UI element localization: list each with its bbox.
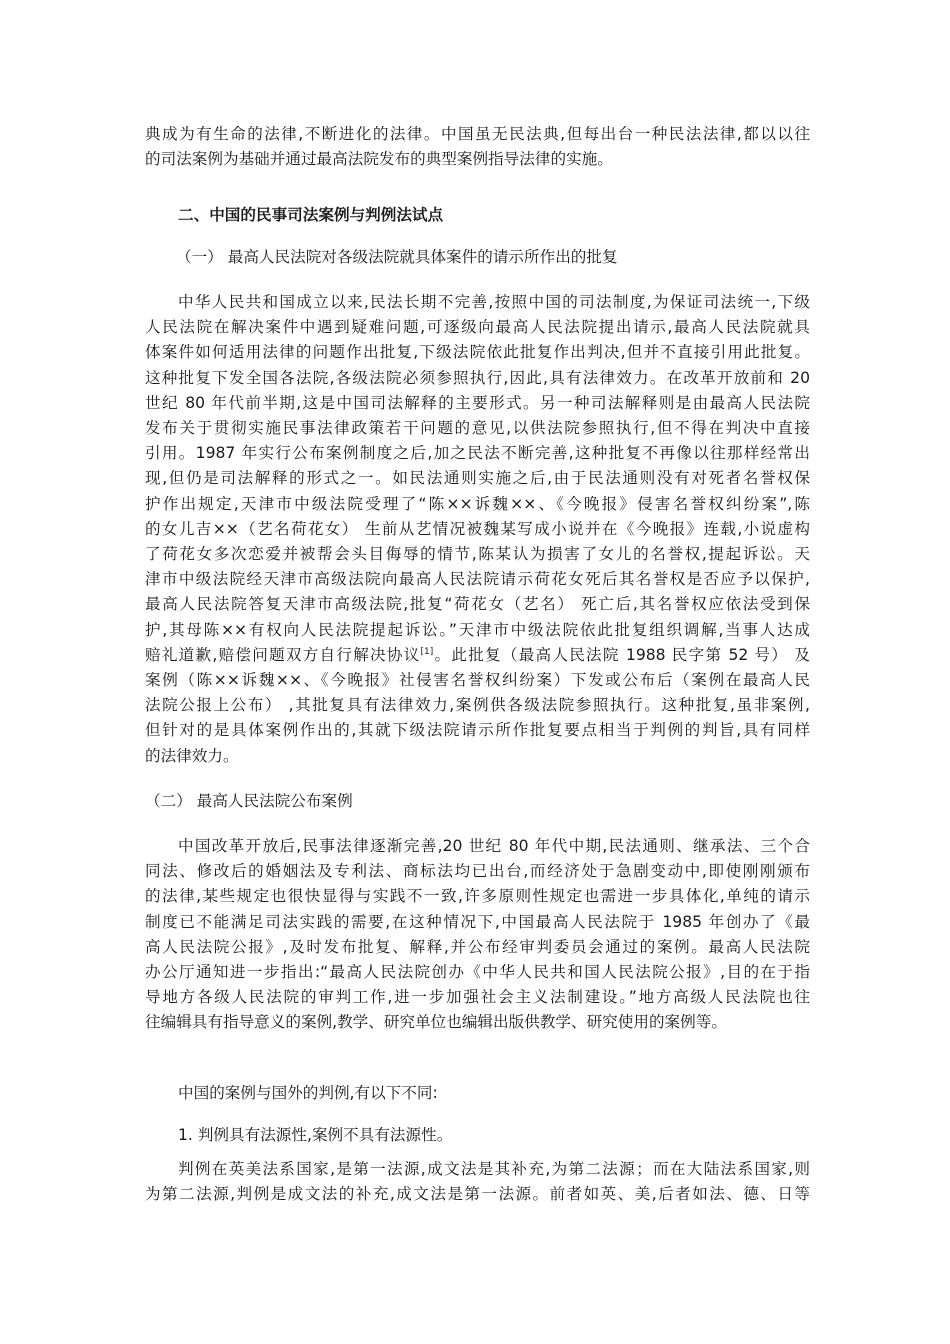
text-line: 办公厅通知进一步指出:“最高人民法院创办《中华人民共和国人民法院公报》,目的在于指 xyxy=(145,963,810,982)
text-line: 发布关于贯彻实施民事法律政策若干问题的意见,以供法院参照执行,但不得在判决中直接 xyxy=(145,419,810,438)
text-line: 的司法案例为基础并通过最高法院发布的典型案例指导法律的实施。 xyxy=(145,150,613,169)
text-line: 导地方各级人民法院的审判工作,进一步加强社会主义法制建设。”地方高级人民法院也往 xyxy=(145,988,810,1007)
text-line: 判例在英美法系国家,是第一法源,成文法是其补充,为第二法源；而在大陆法系国家,则 xyxy=(178,1160,810,1178)
text-line: 引用。1987 年实行公布案例制度之后,加之民法不断完善,这种批复不再像以往那样经常出 xyxy=(145,444,810,463)
text-line: 制度已不能满足司法实践的需要,在这种情况下,中国最高人民法院于 1985 年创办了《最 xyxy=(145,912,810,931)
text-line: 体案件如何适用法律的问题作出批复,下级法院依此批复作出判决,但并不直接引用此批复。 xyxy=(145,343,810,362)
text-line: 护,其母陈××有权向人民法院提起诉讼。”天津市中级法院依此批复组织调解,当事人达成 xyxy=(145,620,810,639)
text-line: 同法、修改后的婚姻法及专利法、商标法均已出台,而经济处于急剧变动中,即使刚刚颁布 xyxy=(145,862,810,881)
section-heading-2: 二、中国的民事司法案例与判例法试点 xyxy=(178,206,444,224)
text-line: 现,但仍是司法解释的形式之一。如民法通则实施之后,由于民法通则没有对死者名誉权保 xyxy=(145,469,810,488)
text-line: 高人民法院公报》,及时发布批复、解释,并公布经审判委员会通过的案例。最高人民法院 xyxy=(145,937,810,956)
paragraph-5 xyxy=(145,1157,810,1207)
text-line: 为第二法源,判例是成文法的补充,成文法是第一法源。前者如英、美,后者如法、德、日等 xyxy=(145,1185,810,1204)
text-line: 典成为有生命的法律,不断进化的法律。中国虽无民法典,但每出台一种民法法律,都以以往 xyxy=(145,125,810,143)
text-line: 法院公报上公布） ,其批复具有法律效力,案例供各级法院参照执行。这种批复,虽非案例, xyxy=(145,696,810,715)
text-line: 了荷花女多次恋爱并被帮会头目侮辱的情节,陈某认为损害了女儿的名誉权,提起诉讼。天 xyxy=(145,545,810,564)
text-line: 的法律效力。 xyxy=(145,746,239,765)
text-line: 津市中级法院经天津市高级法院向最高人民法院请示荷花女死后其名誉权是否应予以保护, xyxy=(145,570,810,589)
text-line: 这种批复下发全国各法院,各级法院必须参照执行,因此,具有法律效力。在改革开放前和 20 xyxy=(145,368,810,387)
paragraph-4: 1. 判例具有法源性,案例不具有法源性。 xyxy=(178,1126,453,1144)
text-line: 护作出规定,天津市中级法院受理了“陈××诉魏××、《今晚报》侵害名誉权纠纷案”,陈 xyxy=(145,494,810,513)
text-line-with-footnote xyxy=(145,643,810,668)
text-line: 往编辑具有指导意义的案例,教学、研究单位也编辑出版供教学、研究使用的案例等。 xyxy=(145,1013,727,1032)
text-line: 最高人民法院答复天津市高级法院,批复“荷花女（艺名） 死亡后,其名誉权应依法受到保 xyxy=(145,595,810,614)
paragraph-1 xyxy=(145,290,810,769)
subsection-heading-2: （二） 最高人民法院公布案例 xyxy=(145,792,353,810)
paragraph-2 xyxy=(145,834,810,1036)
text-line: 的法律,某些规定也很快显得与实践不一致,许多原则性规定也需进一步具体化,单纯的请示 xyxy=(145,887,810,906)
text-fragment: 。此批复（最高人民法院 1988 民字第 52 号） 及 xyxy=(433,645,810,664)
text-line: 案例（陈××诉魏××、《今晚报》社侵害名誉权纠纷案）下发或公布后（案例在最高人民 xyxy=(145,671,810,690)
paragraph-3: 中国的案例与国外的判例,有以下不同: xyxy=(178,1084,438,1102)
text-line: 中华人民共和国成立以来,民法长期不完善,按照中国的司法制度,为保证司法统一,下级 xyxy=(178,293,810,311)
paragraph-intro xyxy=(145,122,810,172)
text-line: 人民法院在解决案件中遇到疑难问题,可逐级向最高人民法院提出请示,最高人民法院就具 xyxy=(145,318,810,337)
text-line: 但针对的是具体案例作出的,其就下级法院请示所作批复要点相当于判例的判旨,具有同样 xyxy=(145,721,810,740)
footnote-marker[interactable]: [1] xyxy=(420,646,434,657)
text-line: 中国改革开放后,民事法律逐渐完善,20 世纪 80 年代中期,民法通则、继承法、三个合 xyxy=(178,837,810,855)
text-fragment: 赔礼道歉,赔偿问题双方自行解决协议 xyxy=(145,645,421,664)
text-line: 的女儿吉××（艺名荷花女） 生前从艺情况被魏某写成小说并在《今晚报》连载,小说虚构 xyxy=(145,519,810,538)
subsection-heading-1: （一） 最高人民法院对各级法院就具体案件的请示所作出的批复 xyxy=(176,248,618,266)
text-line: 世纪 80 年代前半期,这是中国司法解释的主要形式。另一种司法解释则是由最高人民法院 xyxy=(145,393,810,412)
